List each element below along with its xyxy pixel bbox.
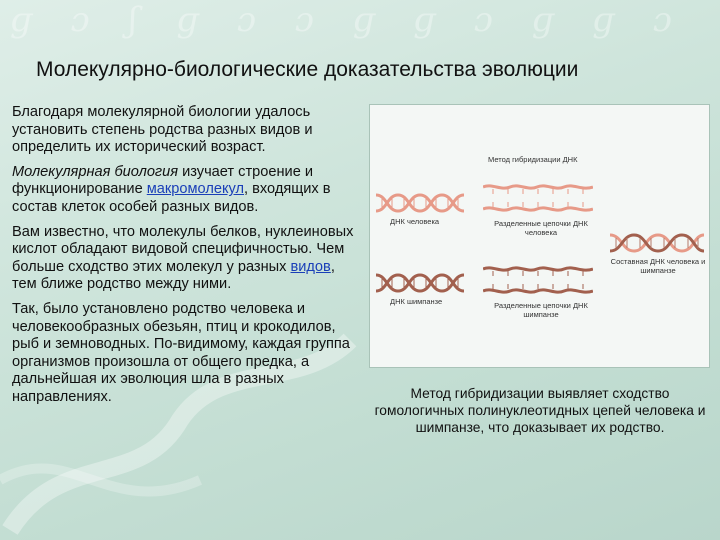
human-dna-helix	[376, 191, 464, 215]
italic-term: Молекулярная биология	[12, 163, 179, 180]
paragraph-3	[12, 224, 362, 294]
text-column	[12, 104, 362, 414]
link-macromolecules[interactable]: макромолекул	[146, 181, 245, 198]
human-chains-label: Разделенные цепочки ДНК человека	[494, 219, 588, 237]
chimp-dna-label: ДНК шимпанзе	[390, 297, 443, 306]
paragraph-2-text-b: , входящих в состав клеток особей разных видов.	[12, 181, 331, 215]
chimp-dna-helix	[376, 271, 464, 295]
dna-hybridization-figure	[369, 104, 710, 368]
method-title-label: Метод гибридизации ДНК	[488, 155, 578, 164]
human-dna-label: ДНК человека	[390, 217, 440, 226]
human-separated-chains	[483, 181, 593, 215]
chimp-chains-label: Разделенные цепочки ДНК шимпанзе	[494, 301, 588, 319]
paragraph-4: Так, было установлено родство человека и человекообразных обезьян, птиц и крокодилов, рыб и земноводных. По-видимому, каждая группа организмов произошла от общего предка, а дальнейшая их эволюция шла в разных направлениях.	[12, 300, 350, 405]
paragraph-2	[12, 164, 362, 217]
page-title: Молекулярно-биологические доказательства эволюции	[36, 58, 579, 81]
paragraph-2-text-a: изучает строение и функционирование	[12, 163, 314, 198]
composite-dna-label: Составная ДНК человека и шимпанзе	[610, 257, 706, 275]
link-species[interactable]: видов	[290, 258, 331, 275]
paragraph-3-text-a: Вам известно, что молекулы белков, нуклеиновых кислот обладают видовой специфичностью. Чем больше сходство этих молекул у разных	[12, 223, 354, 275]
paragraph-3-text-b: , тем ближе родство между ними.	[12, 258, 335, 293]
figure-caption: Метод гибридизации выявляет сходство гомологичных полинуклеотидных цепей человека и шимпанзе, что доказывает их родство.	[374, 386, 706, 435]
background-decoration: ɡ ɔ ʃ ɡ ɔ ɔ ɡ ɡ ɔ ɡ ɡ ɔ	[10, 0, 686, 40]
chimp-separated-chains	[483, 263, 593, 297]
paragraph-1: Благодаря молекулярной биологии удалось установить степень родства разных видов и определить их исторический возраст.	[12, 104, 313, 156]
composite-dna-helix	[610, 231, 704, 255]
